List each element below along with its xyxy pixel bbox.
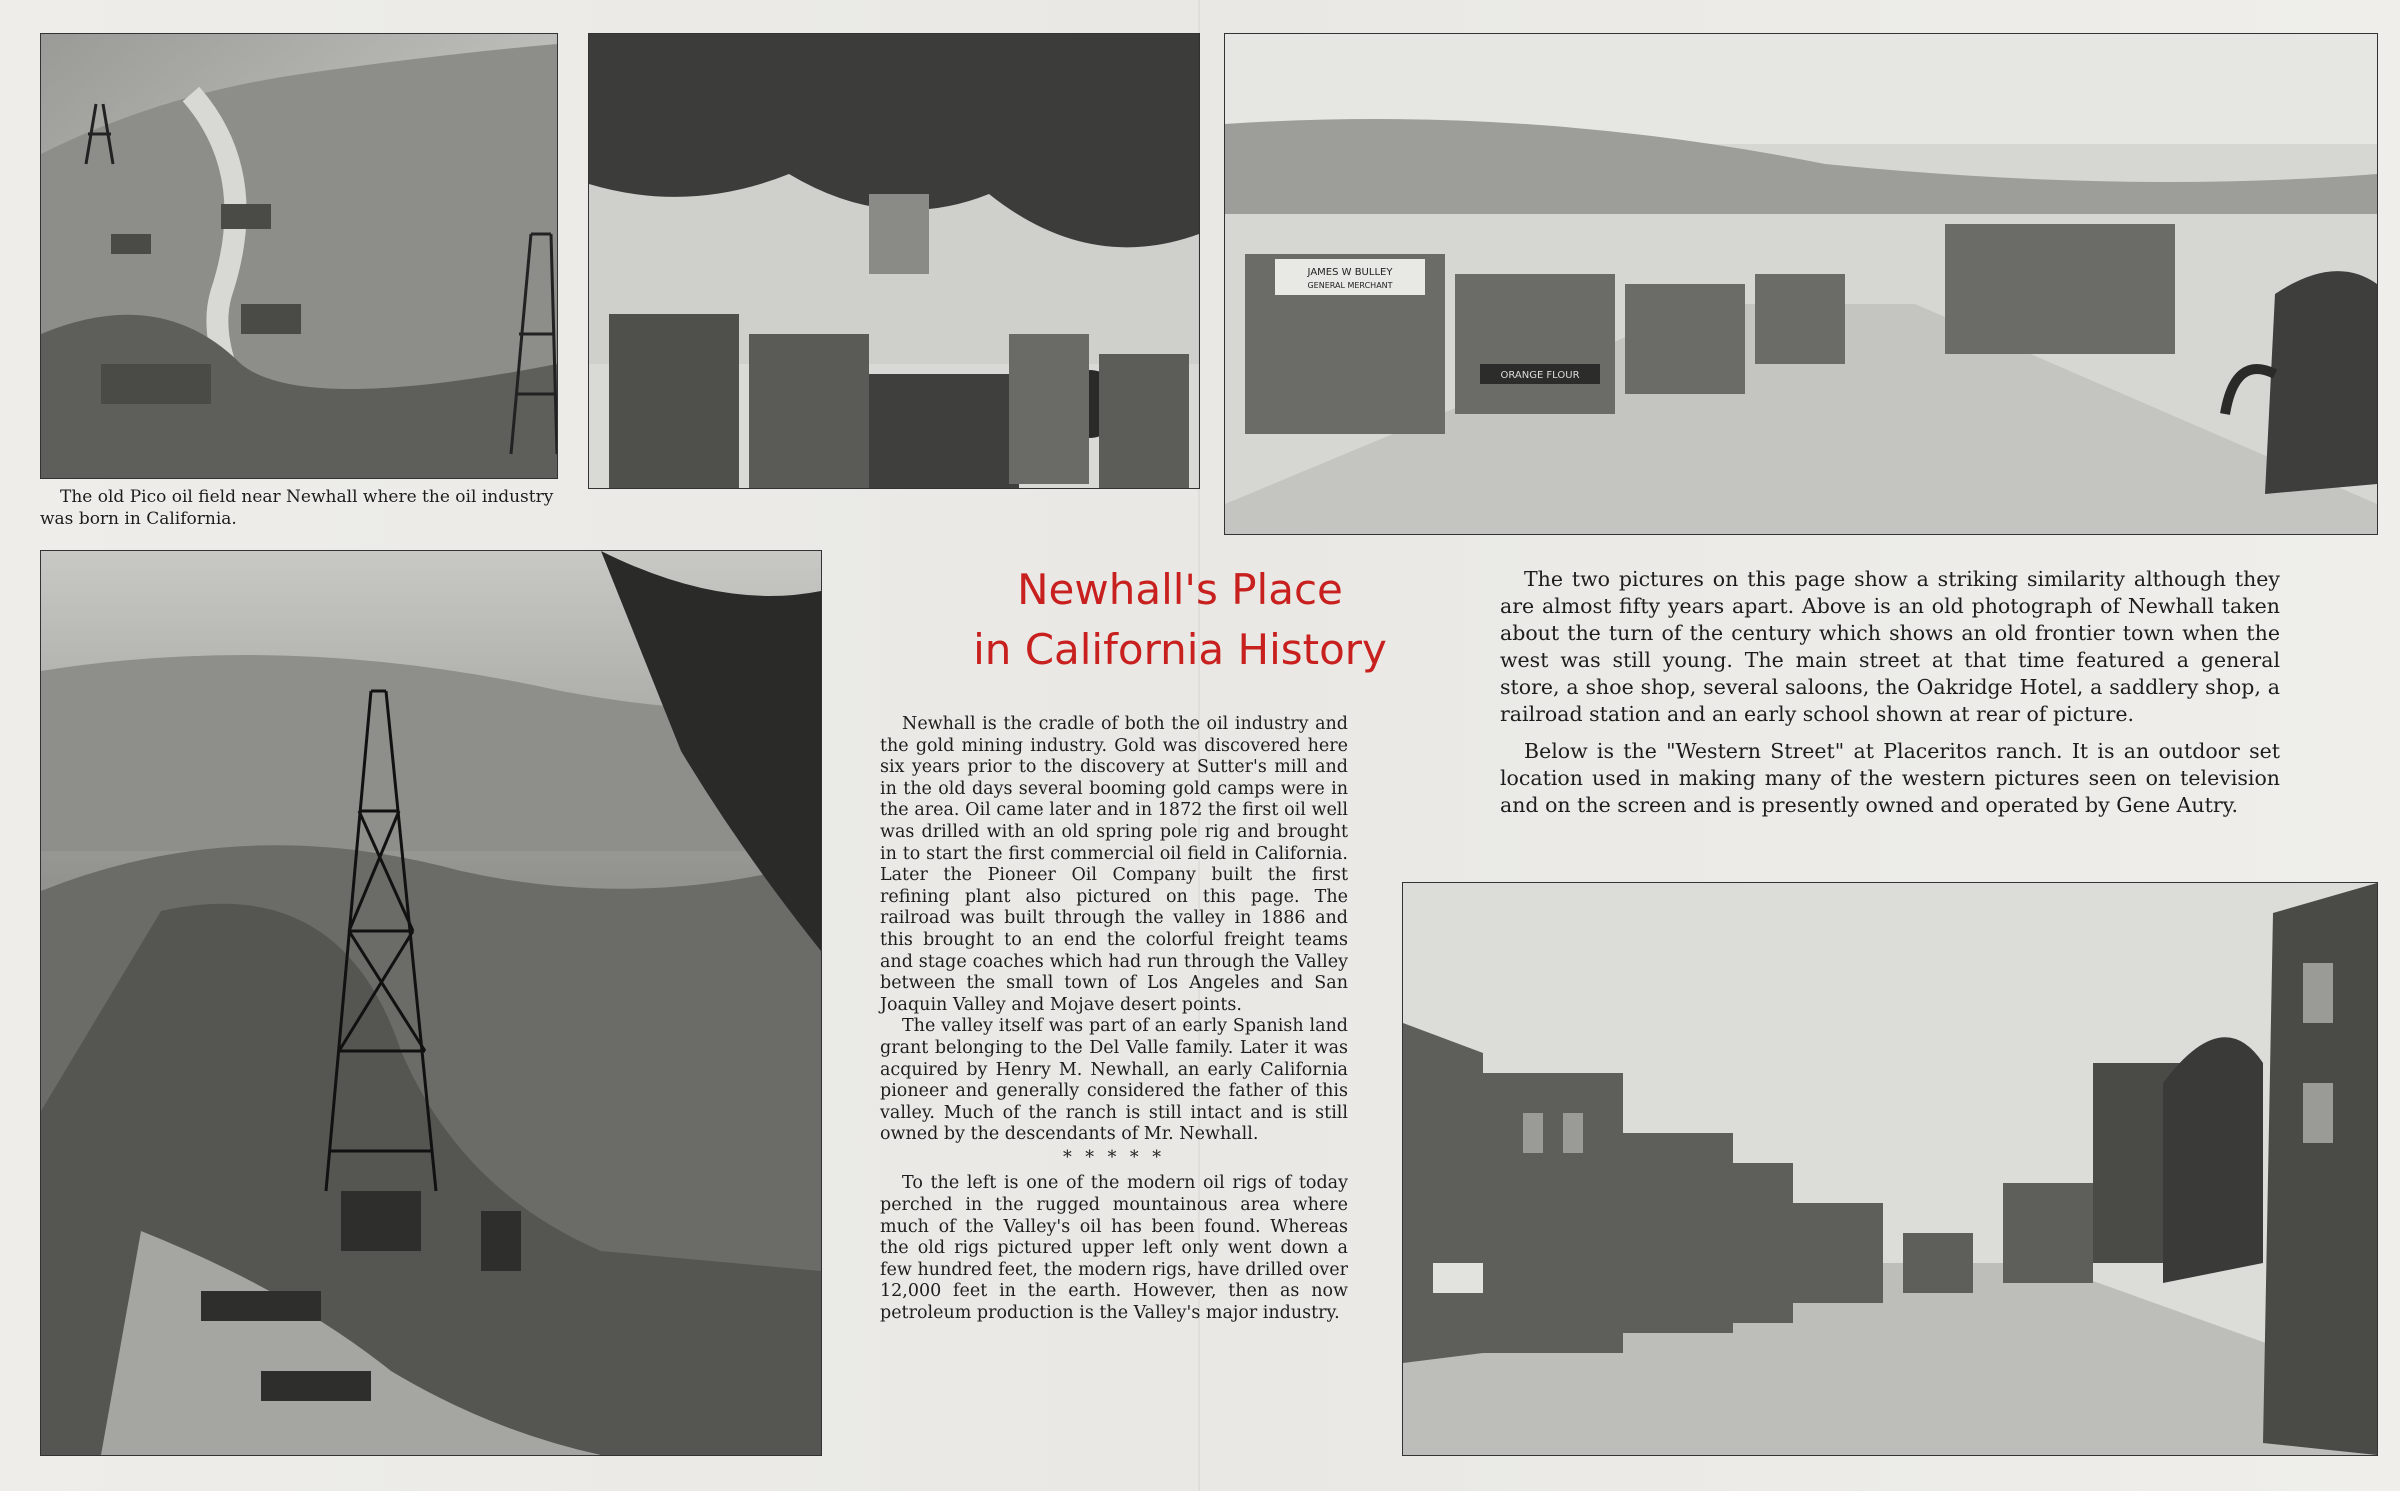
page-fold: [1198, 0, 1200, 1491]
store-sign-2: GENERAL MERCHANT: [1307, 281, 1393, 290]
article-title: [860, 560, 1500, 680]
old-newhall-main-street-photo: [1224, 33, 2378, 535]
article-paragraph-3: To the left is one of the modern oil rigs of today perched in the rugged mountainous area where much of the Valley's oil has been found. Whereas the old rigs pictured upper left only went down a few hundred feet, the modern rigs, have drilled over 12,000 feet in the earth. However, then as now petroleum production is the Valley's major industry.: [880, 1173, 1348, 1324]
western-street-photo: [1402, 882, 2378, 1456]
pioneer-refinery-photo: [588, 33, 1200, 489]
comparison-paragraph-1: The two pictures on this page show a striking similarity although they are almost fifty years apart. Above is an old photograph of Newhall taken about the turn of the century which shows an old frontier town when the west was still young. The main street at that time featured a general store, a shoe shop, several saloons, the Oakridge Hotel, a saddlery shop, a railroad station and an early school shown at rear of picture.: [1500, 567, 2280, 726]
article-separator: * * * * *: [1062, 1147, 1165, 1168]
pico-oil-field-caption: The old Pico oil field near Newhall where the oil industry was born in California.: [40, 487, 554, 529]
modern-oil-rig-photo: [40, 550, 822, 1456]
title-line-2: in California History: [973, 625, 1387, 674]
flour-sign: ORANGE FLOUR: [1500, 370, 1580, 381]
article-paragraph-2: The valley itself was part of an early Spanish land grant belonging to the Del Valle family. Later it was acquired by Henry M. Newhall, an early California pioneer and generally considered the father of this valley. Much of the ranch is still intact and is still owned by the descendants of Mr. Newhall.: [880, 1016, 1348, 1145]
title-line-1: Newhall's Place: [1017, 565, 1343, 614]
comparison-paragraph-2: Below is the "Western Street" at Placeritos ranch. It is an outdoor set location used in making many of the western pictures seen on television and on the screen and is presently owned and operated by Gene Autry.: [1500, 739, 2280, 817]
pico-oil-field-photo: [40, 33, 558, 479]
photo-comparison-text: [1500, 566, 2280, 829]
article-paragraph-1: Newhall is the cradle of both the oil industry and the gold mining industry. Gold was discovered here six years prior to the discovery at Sutter's mill and in the old days several booming gold camps were in the area. Oil came later and in 1872 the first oil well was drilled with an old spring pole rig and brought in to start the first commercial oil field in California. Later the Pioneer Oil Company built the first refining plant also pictured on this page. The railroad was built through the valley in 1886 and this brought to an end the colorful freight teams and stage coaches which had run through the Valley between the small town of Los Angeles and San Joaquin Valley and Mojave desert points.: [880, 714, 1348, 1015]
article-body: [880, 714, 1348, 1325]
store-sign-1: JAMES W BULLEY: [1307, 267, 1393, 278]
